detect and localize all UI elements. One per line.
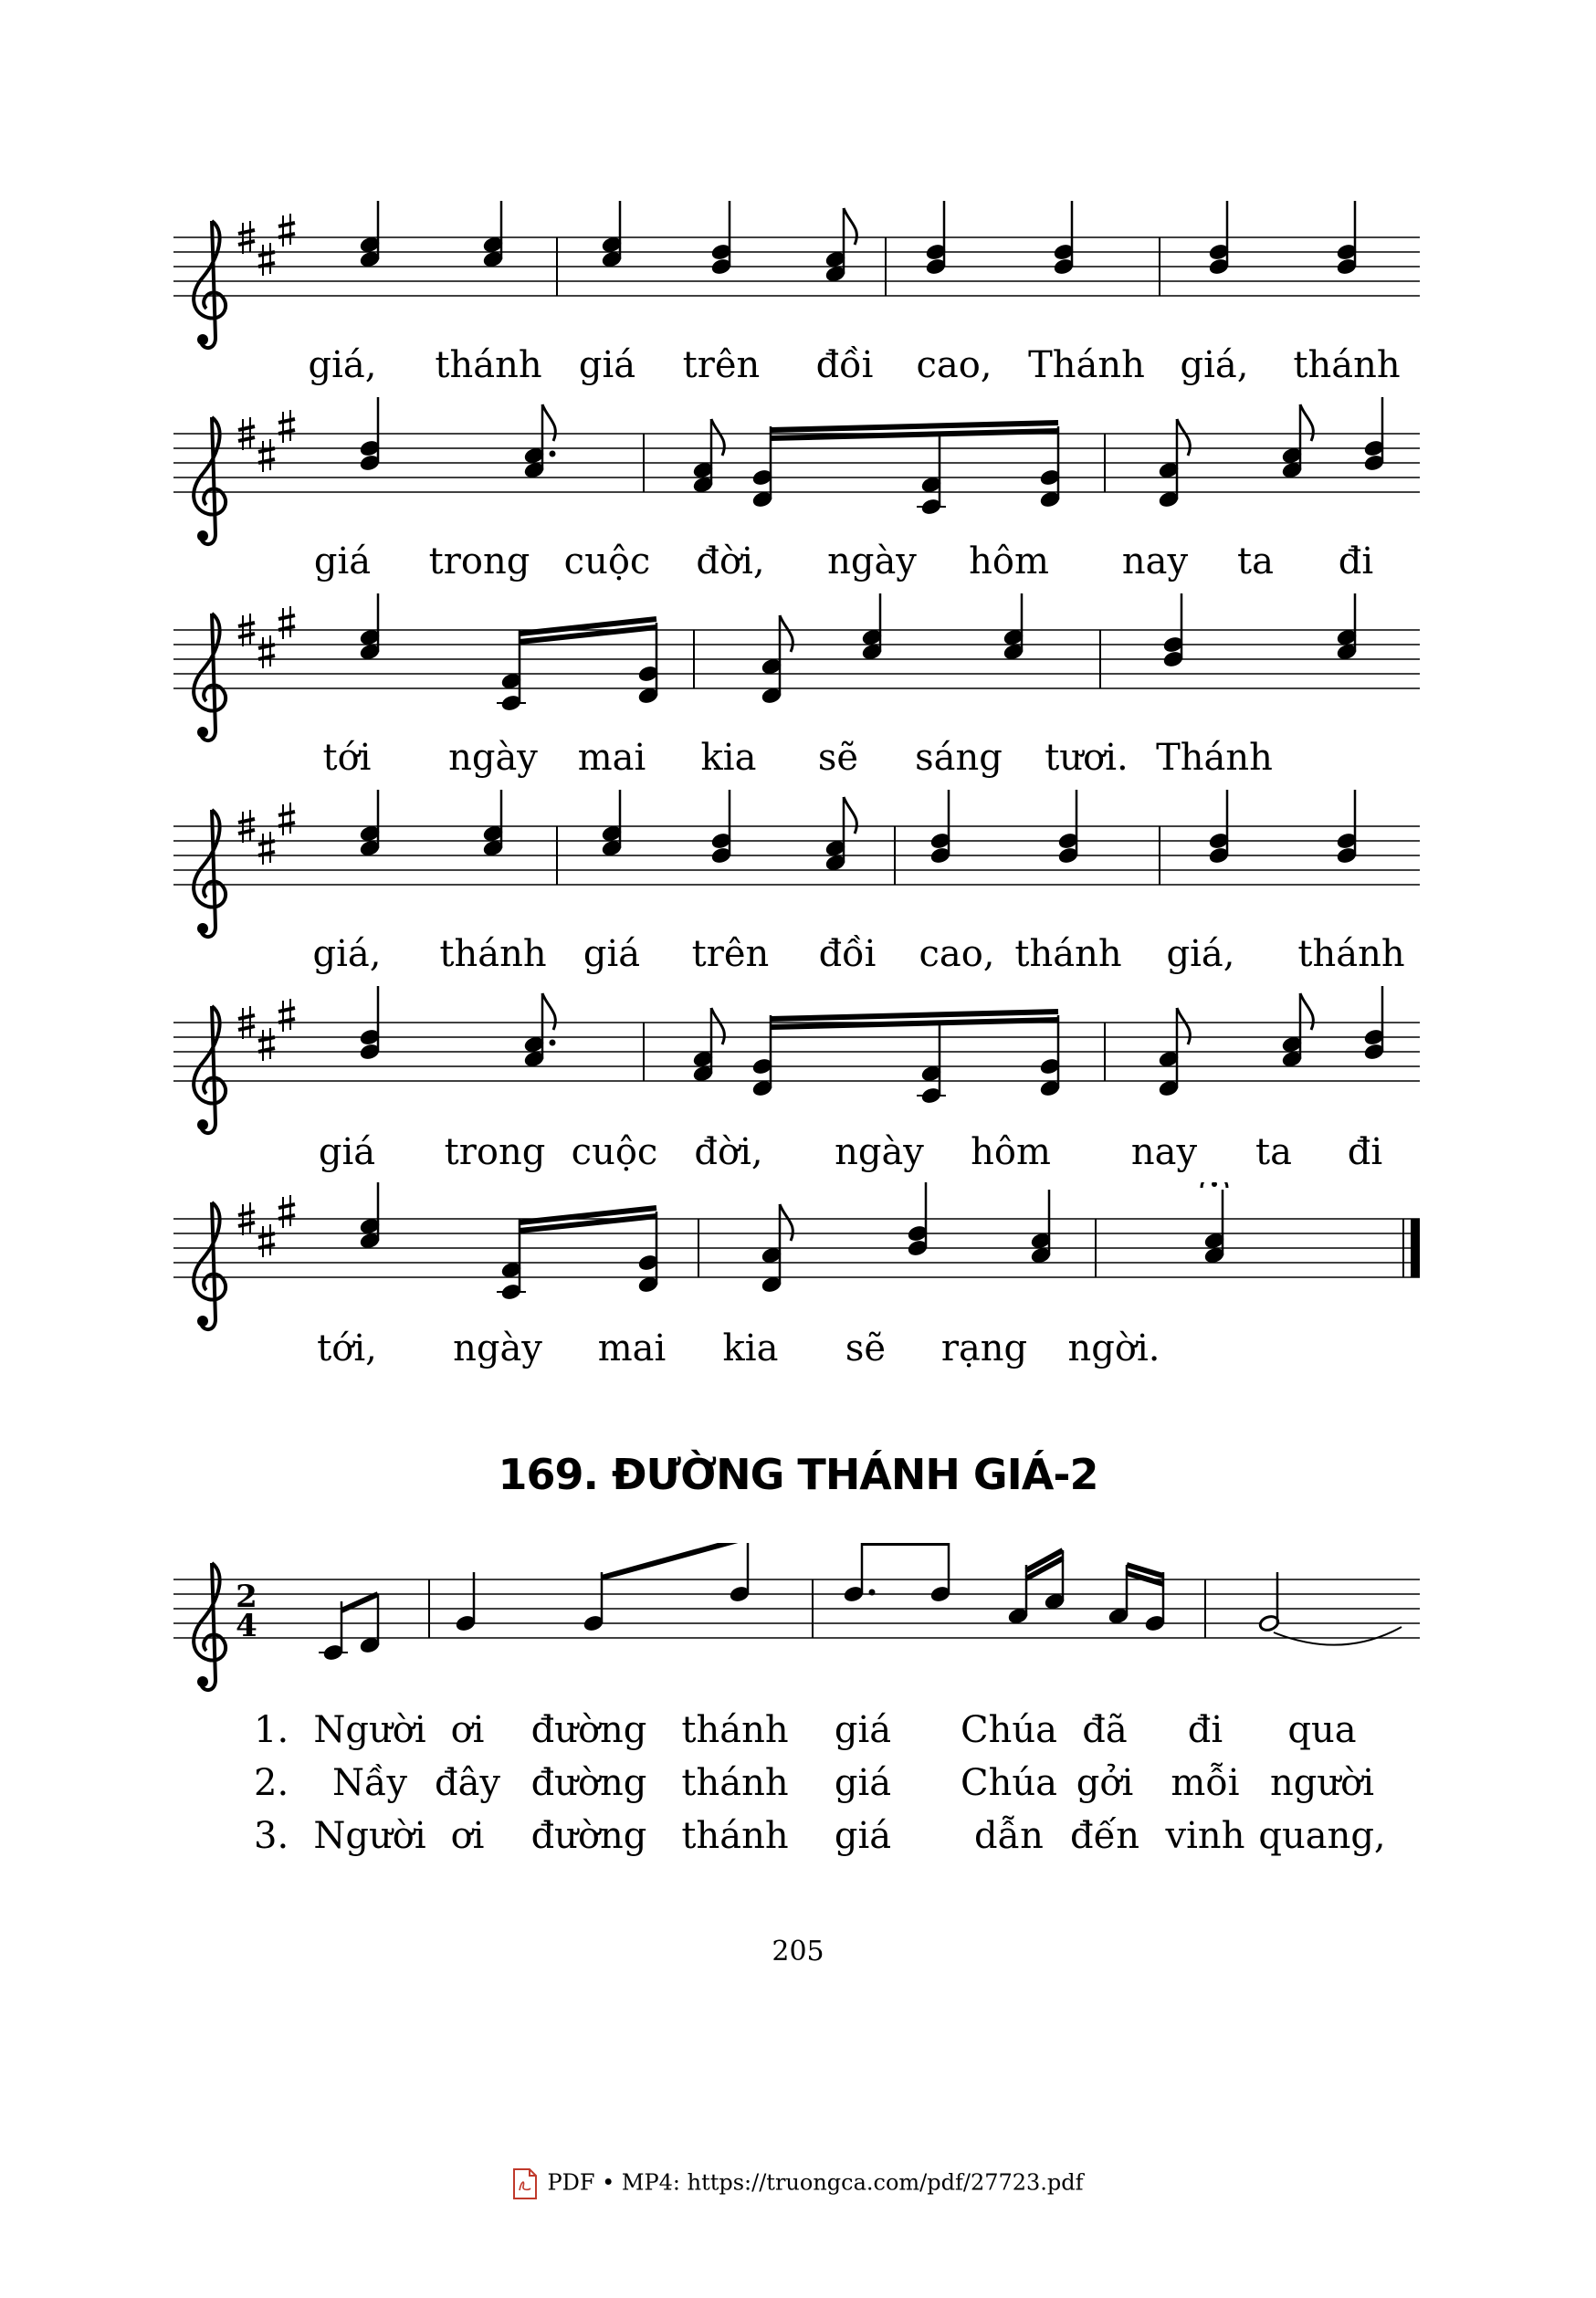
lyric-word: Thánh bbox=[1028, 344, 1145, 386]
lyric-word: cuộc bbox=[563, 540, 651, 582]
verse-number: 2. bbox=[254, 1762, 289, 1804]
music-note bbox=[583, 1572, 604, 1632]
sharp-sign-icon bbox=[258, 635, 275, 668]
music-note bbox=[1003, 593, 1024, 661]
music-note bbox=[1208, 790, 1230, 865]
lyric-word: trong bbox=[428, 540, 530, 582]
music-staff-line-3 bbox=[173, 593, 1429, 749]
verse-word: đây bbox=[434, 1762, 501, 1804]
lyric-word: tới, bbox=[317, 1327, 377, 1369]
music-note bbox=[1336, 593, 1358, 661]
lyric-word: nay bbox=[1121, 540, 1189, 582]
lyric-word: hôm bbox=[969, 540, 1049, 582]
lyric-word: đồi bbox=[818, 933, 877, 975]
sharp-sign-icon bbox=[278, 803, 295, 835]
note-beam bbox=[771, 431, 1058, 438]
lyric-word: trên bbox=[691, 933, 770, 975]
verse-word: mỗi bbox=[1171, 1762, 1240, 1804]
verse-word: đi bbox=[1187, 1709, 1223, 1751]
footer-text: PDF • MP4: https://truongca.com/pdf/27723.pdf bbox=[547, 2169, 1084, 2196]
staff-svg bbox=[173, 593, 1429, 749]
music-note bbox=[637, 1212, 659, 1294]
music-note bbox=[523, 404, 555, 479]
music-note bbox=[1336, 201, 1358, 276]
music-staff-line-2 bbox=[173, 397, 1429, 552]
music-note bbox=[917, 434, 946, 516]
verse-word: gởi bbox=[1076, 1762, 1134, 1804]
music-note bbox=[1007, 1565, 1029, 1625]
note-beam bbox=[771, 423, 1058, 430]
lyric-word: thánh bbox=[1297, 933, 1405, 975]
sharp-sign-icon bbox=[258, 243, 275, 276]
music-note bbox=[929, 790, 951, 865]
lyric-word: trong bbox=[444, 1131, 546, 1173]
staff-svg bbox=[173, 1543, 1429, 1698]
lyric-word: kia bbox=[700, 737, 757, 779]
page-number: 205 bbox=[772, 1936, 824, 1967]
music-note bbox=[729, 1543, 751, 1603]
music-note bbox=[824, 797, 856, 872]
sharp-sign-icon bbox=[258, 832, 275, 865]
verse-word: giá bbox=[834, 1762, 892, 1804]
footer-link[interactable] bbox=[0, 2168, 1596, 2199]
lyric-word: ngày bbox=[453, 1327, 542, 1369]
music-note bbox=[359, 397, 381, 472]
verse-word: thánh bbox=[681, 1762, 789, 1804]
verse-word: đường bbox=[530, 1815, 647, 1857]
verse-word: người bbox=[1269, 1762, 1375, 1804]
music-staff-line-6 bbox=[173, 1182, 1429, 1338]
verse-word: Nầy bbox=[331, 1762, 408, 1804]
verse-word: Chúa bbox=[961, 1709, 1057, 1751]
music-note bbox=[761, 615, 793, 705]
staff-svg bbox=[173, 1182, 1429, 1338]
lyric-word: giá bbox=[583, 933, 641, 975]
verse-number: 3. bbox=[254, 1815, 289, 1857]
verse-word: dẫn bbox=[974, 1815, 1044, 1857]
lyric-word: đi bbox=[1347, 1131, 1383, 1173]
sharp-sign-icon bbox=[278, 410, 295, 443]
lyric-word: ta bbox=[1255, 1131, 1292, 1173]
lyric-word: đồi bbox=[815, 344, 874, 386]
music-note bbox=[1108, 1565, 1129, 1625]
lyric-word: nay bbox=[1130, 1131, 1198, 1173]
music-note bbox=[482, 790, 504, 857]
music-note bbox=[1363, 397, 1385, 472]
music-note bbox=[359, 593, 381, 661]
treble-clef-icon bbox=[194, 1006, 226, 1133]
verse-word: Chúa bbox=[961, 1762, 1057, 1804]
time-signature-top: 2 bbox=[236, 1579, 257, 1615]
music-note bbox=[1057, 790, 1079, 865]
treble-clef-icon bbox=[194, 614, 226, 740]
music-note bbox=[761, 1204, 793, 1294]
lyric-word: giá, bbox=[312, 933, 382, 975]
music-note bbox=[1281, 993, 1313, 1068]
sharp-sign-icon bbox=[258, 439, 275, 472]
verse-word: giá bbox=[834, 1815, 892, 1857]
staff-svg bbox=[173, 397, 1429, 552]
music-note bbox=[482, 201, 504, 268]
music-note bbox=[1281, 404, 1313, 479]
note-beam bbox=[771, 1012, 1058, 1019]
music-staff-line-1 bbox=[173, 201, 1429, 356]
lyric-word: cuộc bbox=[571, 1131, 658, 1173]
verse-word: giá bbox=[834, 1709, 892, 1751]
lyric-word: mai bbox=[577, 737, 646, 779]
tie-curve bbox=[1274, 1627, 1402, 1645]
verse-2-lyrics bbox=[0, 1760, 1596, 1806]
lyric-word: sáng bbox=[915, 737, 1003, 779]
music-note bbox=[861, 593, 883, 661]
music-note bbox=[917, 1023, 946, 1105]
treble-clef-icon bbox=[194, 417, 226, 544]
music-note bbox=[1258, 1572, 1280, 1632]
verse-word: Người bbox=[313, 1709, 426, 1751]
music-note bbox=[359, 1182, 381, 1250]
music-note bbox=[843, 1543, 875, 1603]
verse-word: ơi bbox=[450, 1709, 485, 1751]
lyric-word: giá, bbox=[308, 344, 377, 386]
music-note bbox=[1158, 1008, 1190, 1097]
lyric-word: giá, bbox=[1166, 933, 1235, 975]
time-signature-bottom: 4 bbox=[236, 1608, 257, 1644]
music-note bbox=[925, 201, 947, 276]
music-note bbox=[929, 1543, 951, 1603]
final-bar-line bbox=[1411, 1219, 1420, 1277]
lyric-word: rạng bbox=[940, 1327, 1028, 1369]
music-note bbox=[637, 623, 659, 705]
lyric-word: thánh bbox=[1293, 344, 1401, 386]
treble-clef-icon bbox=[194, 221, 226, 348]
music-note bbox=[1030, 1190, 1052, 1264]
music-note bbox=[751, 1015, 773, 1097]
staff-svg bbox=[173, 790, 1429, 945]
sharp-sign-icon bbox=[278, 1195, 295, 1228]
lyric-word: cao, bbox=[919, 933, 995, 975]
verse-word: đến bbox=[1070, 1815, 1139, 1857]
lyric-word: đi bbox=[1338, 540, 1374, 582]
music-note bbox=[1363, 986, 1385, 1061]
music-note bbox=[1162, 593, 1184, 668]
staff-svg bbox=[173, 201, 1429, 356]
note-beam bbox=[602, 1543, 748, 1578]
music-note bbox=[710, 201, 732, 276]
treble-clef-icon bbox=[194, 1563, 226, 1690]
music-note bbox=[1039, 1015, 1061, 1097]
music-note bbox=[692, 1008, 724, 1083]
lyric-word: ngày bbox=[827, 540, 917, 582]
lyric-word: Thánh bbox=[1156, 737, 1273, 779]
verse-word: vinh bbox=[1165, 1815, 1245, 1857]
pdf-file-icon bbox=[512, 2168, 538, 2199]
treble-clef-icon bbox=[194, 1202, 226, 1329]
lyric-word: thánh bbox=[1014, 933, 1122, 975]
music-note bbox=[824, 208, 856, 283]
music-note bbox=[455, 1572, 477, 1632]
lyric-word: sẽ bbox=[845, 1327, 887, 1369]
music-note bbox=[710, 790, 732, 865]
music-note bbox=[692, 419, 724, 494]
sharp-sign-icon bbox=[258, 1028, 275, 1061]
verse-word: Người bbox=[313, 1815, 426, 1857]
song-title: 169. ĐƯỜNG THÁNH GIÁ-2 bbox=[498, 1450, 1098, 1499]
verse-3-lyrics bbox=[0, 1813, 1596, 1859]
sharp-sign-icon bbox=[278, 999, 295, 1032]
verse-word: đường bbox=[530, 1709, 647, 1751]
lyric-word: mai bbox=[597, 1327, 667, 1369]
lyric-word: ngày bbox=[835, 1131, 924, 1173]
music-note bbox=[523, 993, 555, 1068]
verse-word: đã bbox=[1082, 1709, 1128, 1751]
lyric-word: thánh bbox=[435, 344, 542, 386]
music-note bbox=[751, 426, 773, 509]
lyric-word: ta bbox=[1237, 540, 1274, 582]
music-note bbox=[601, 201, 623, 268]
verse-word: qua bbox=[1287, 1709, 1357, 1751]
music-note bbox=[1053, 201, 1075, 276]
verse-word: thánh bbox=[681, 1709, 789, 1751]
music-note bbox=[1158, 419, 1190, 509]
lyric-word: tới bbox=[322, 737, 372, 779]
sharp-sign-icon bbox=[278, 606, 295, 639]
music-note bbox=[1336, 790, 1358, 865]
lyric-word: ngời. bbox=[1067, 1327, 1160, 1369]
lyric-word: giá bbox=[313, 540, 372, 582]
lyric-word: ngày bbox=[448, 737, 538, 779]
verse-number: 1. bbox=[254, 1709, 289, 1751]
lyric-word: đời, bbox=[696, 540, 765, 582]
music-note bbox=[1202, 1182, 1227, 1264]
sharp-sign-icon bbox=[278, 214, 295, 247]
sharp-sign-icon bbox=[258, 1224, 275, 1257]
verse-word: ơi bbox=[450, 1815, 485, 1857]
lyric-word: đời, bbox=[694, 1131, 763, 1173]
staff-svg bbox=[173, 986, 1429, 1141]
music-note bbox=[1039, 426, 1061, 509]
note-beam bbox=[771, 1020, 1058, 1027]
lyric-word: tươi. bbox=[1045, 737, 1129, 779]
treble-clef-icon bbox=[194, 810, 226, 937]
music-staff-line-4 bbox=[173, 790, 1429, 945]
lyric-word: giá bbox=[578, 344, 636, 386]
song-music-staff bbox=[173, 1543, 1429, 1698]
music-note bbox=[601, 790, 623, 857]
music-note bbox=[359, 986, 381, 1061]
lyric-word: giá bbox=[318, 1131, 376, 1173]
lyric-word: kia bbox=[722, 1327, 779, 1369]
lyric-word: trên bbox=[682, 344, 761, 386]
music-note bbox=[1208, 201, 1230, 276]
lyric-word: hôm bbox=[971, 1131, 1051, 1173]
lyric-word: sẽ bbox=[817, 737, 859, 779]
lyric-word: cao, bbox=[916, 344, 992, 386]
verse-word: thánh bbox=[681, 1815, 789, 1857]
music-staff-line-5 bbox=[173, 986, 1429, 1141]
verse-word: quang, bbox=[1258, 1815, 1386, 1857]
verse-word: đường bbox=[530, 1762, 647, 1804]
music-note bbox=[359, 201, 381, 268]
lyric-word: giá, bbox=[1180, 344, 1249, 386]
verse-1-lyrics bbox=[0, 1707, 1596, 1753]
music-note bbox=[359, 790, 381, 857]
music-note bbox=[907, 1182, 929, 1257]
lyric-word: thánh bbox=[439, 933, 547, 975]
